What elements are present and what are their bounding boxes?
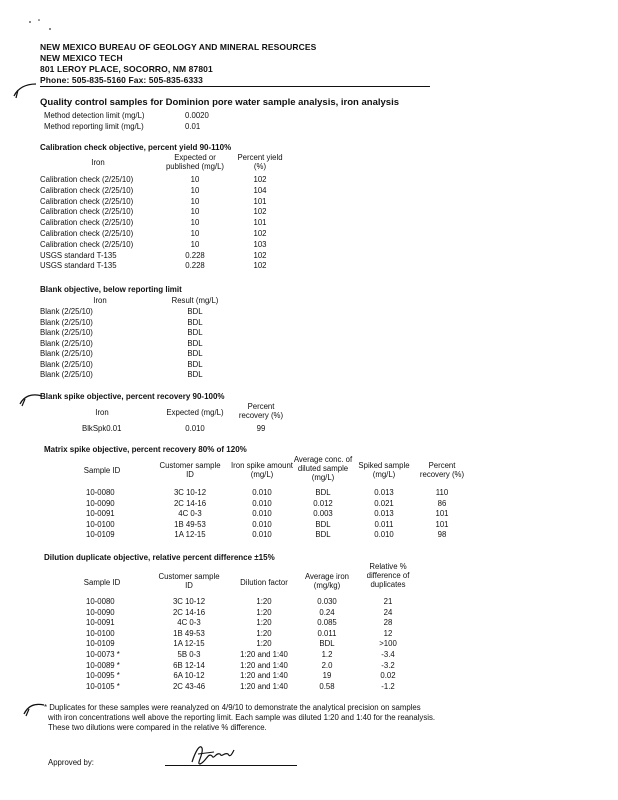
table-cell: Calibration check (2/25/10) xyxy=(40,239,134,249)
table-cell: BlkSpk0.01 xyxy=(82,424,122,433)
table-cell: 10-0095 * xyxy=(86,671,120,681)
table-cell: 10-0109 xyxy=(86,530,115,540)
table-cell: 0.011 xyxy=(317,628,337,638)
table-cell: 0.24 xyxy=(319,607,335,617)
table-cell: 0.228 xyxy=(185,261,205,271)
table-cell: Calibration check (2/25/10) xyxy=(40,207,134,217)
dilution-col-sample: Sample ID xyxy=(83,578,121,587)
table-cell: 1:20 and 1:40 xyxy=(240,650,288,659)
table-cell: 2C 14-16 xyxy=(173,498,207,508)
table-cell: 101 xyxy=(435,509,449,519)
table-cell: 0.013 xyxy=(374,509,394,519)
table-cell: Blank (2/25/10) xyxy=(40,307,93,316)
table-cell: 1:20 and 1:40 xyxy=(240,681,288,691)
table-cell: Blank (2/25/10) xyxy=(40,328,93,337)
matrix-col-spiked: Spiked sample (mg/L) xyxy=(358,461,410,479)
footnote-line: These two dilutions were compared in the relative % difference. xyxy=(48,723,267,732)
table-cell: BDL xyxy=(187,349,203,358)
header-line-3: 801 LEROY PLACE, SOCORRO, NM 87801 xyxy=(40,64,213,74)
matrix-col-spike: Iron spike amount (mg/L) xyxy=(231,461,293,479)
table-cell: 0.003 xyxy=(313,509,333,519)
table-cell: Blank (2/25/10) xyxy=(40,359,93,369)
table-cell: 1B 49-53 xyxy=(174,519,206,529)
table-cell: 0.012 xyxy=(313,498,333,508)
table-cell: Calibration check (2/25/10) xyxy=(40,229,134,238)
table-cell: USGS standard T-135 xyxy=(40,250,117,260)
table-cell: 0.013 xyxy=(374,488,394,497)
table-cell: 102 xyxy=(253,261,267,271)
matrix-col-recovery: Percent recovery (%) xyxy=(419,461,465,479)
dilution-col-avg: Average iron (mg/kg) xyxy=(304,572,350,590)
table-cell: 10-0090 xyxy=(86,607,115,617)
signature-mark xyxy=(188,742,238,770)
table-cell: 28 xyxy=(383,618,393,628)
table-cell: 10 xyxy=(190,196,200,206)
table-cell: 102 xyxy=(253,229,267,238)
header-line-2: NEW MEXICO TECH xyxy=(40,53,123,63)
table-cell: 0.011 xyxy=(374,519,394,529)
table-cell: 6B 12-14 xyxy=(173,660,205,670)
table-cell: 10-0105 * xyxy=(86,681,120,691)
table-cell: -1.2 xyxy=(381,681,395,691)
table-cell: 0.010 xyxy=(374,530,394,540)
table-cell: 0.58 xyxy=(319,681,335,691)
matrix-col-customer: Customer sample ID xyxy=(159,461,221,479)
dilution-heading: Dilution duplicate objective, relative percent difference ±15% xyxy=(44,553,275,562)
matrix-spike-heading: Matrix spike objective, percent recovery 80% of 120% xyxy=(44,445,247,454)
table-cell: BDL xyxy=(315,519,331,529)
limit-label: Method reporting limit (mg/L) xyxy=(44,122,144,131)
table-cell: 0.228 xyxy=(185,250,205,260)
table-cell: Calibration check (2/25/10) xyxy=(40,218,134,228)
table-cell: 10-0089 * xyxy=(86,660,120,670)
table-cell: 0.030 xyxy=(317,597,337,606)
table-cell: 101 xyxy=(253,196,267,206)
table-cell: Calibration check (2/25/10) xyxy=(40,185,134,195)
calibration-col-iron: Iron xyxy=(91,158,105,167)
table-cell: -3.4 xyxy=(381,650,395,659)
limit-value: 0.0020 xyxy=(185,111,209,120)
table-cell: BDL xyxy=(187,317,203,327)
table-cell: 1:20 and 1:40 xyxy=(240,671,288,681)
table-cell: 3C 10-12 xyxy=(173,488,207,497)
table-cell: 101 xyxy=(435,519,449,529)
limit-value: 0.01 xyxy=(185,122,201,131)
table-cell: BDL xyxy=(315,530,331,540)
header-line-1: NEW MEXICO BUREAU OF GEOLOGY AND MINERAL RESOURCES xyxy=(40,42,317,52)
table-cell: 0.010 xyxy=(185,424,205,433)
table-cell: 86 xyxy=(437,498,447,508)
table-cell: 101 xyxy=(253,218,267,228)
table-cell: 2.0 xyxy=(321,660,333,670)
table-cell: 1B 49-53 xyxy=(173,628,205,638)
table-cell: 1:20 xyxy=(256,618,272,628)
table-cell: 10-0091 xyxy=(86,618,115,628)
table-cell: 110 xyxy=(435,488,449,497)
calibration-col-expected: Expected or published (mg/L) xyxy=(165,153,225,171)
table-cell: 0.021 xyxy=(374,498,394,508)
margin-check-mark xyxy=(22,700,46,720)
table-cell: 4C 0-3 xyxy=(177,618,201,628)
blank-col-result: Result (mg/L) xyxy=(171,296,219,305)
dilution-col-factor: Dilution factor xyxy=(240,578,288,587)
dilution-col-rpd: Relative % difference of duplicates xyxy=(366,562,410,589)
approved-by-label: Approved by: xyxy=(48,758,94,767)
table-cell: 10 xyxy=(190,218,200,228)
blank-spike-col-recovery: Percent recovery (%) xyxy=(238,402,284,420)
table-cell: 102 xyxy=(253,250,267,260)
table-cell: 1.2 xyxy=(321,650,333,659)
table-cell: 0.010 xyxy=(252,530,272,540)
table-cell: 10-0091 xyxy=(86,509,115,519)
table-cell: 1:20 xyxy=(256,607,272,617)
table-cell: BDL xyxy=(187,328,203,337)
table-cell: 0.010 xyxy=(252,488,272,497)
table-cell: Blank (2/25/10) xyxy=(40,349,93,358)
table-cell: 10-0100 xyxy=(86,519,115,529)
table-cell: BDL xyxy=(187,359,203,369)
table-cell: Blank (2/25/10) xyxy=(40,370,93,379)
table-cell: 10-0100 xyxy=(86,628,115,638)
table-cell: 10-0080 xyxy=(86,597,115,606)
table-cell: 1A 12-15 xyxy=(173,639,205,649)
page-title: Quality control samples for Dominion pore water sample analysis, iron analysis xyxy=(40,97,399,108)
table-cell: 10-0090 xyxy=(86,498,115,508)
blank-spike-col-iron: Iron xyxy=(95,408,109,417)
table-cell: 12 xyxy=(383,628,393,638)
table-cell: >100 xyxy=(379,639,397,649)
margin-check-mark xyxy=(12,80,38,102)
table-cell: 10-0073 * xyxy=(86,650,120,659)
blank-col-iron: Iron xyxy=(93,296,107,305)
table-cell: Calibration check (2/25/10) xyxy=(40,196,134,206)
blank-spike-heading: Blank spike objective, percent recovery 90-100% xyxy=(40,392,225,401)
table-cell: 4C 0-3 xyxy=(178,509,202,519)
table-cell: USGS standard T-135 xyxy=(40,261,117,271)
table-cell: 10 xyxy=(190,239,200,249)
table-cell: BDL xyxy=(319,639,335,649)
table-cell: 1:20 and 1:40 xyxy=(240,660,288,670)
table-cell: Calibration check (2/25/10) xyxy=(40,175,134,184)
table-cell: 0.010 xyxy=(252,509,272,519)
table-cell: 3C 10-12 xyxy=(172,597,206,606)
table-cell: 10 xyxy=(190,229,200,238)
scan-speck-mark xyxy=(26,14,56,34)
table-cell: 5B 0-3 xyxy=(177,650,201,659)
table-cell: 98 xyxy=(437,530,447,540)
table-cell: 103 xyxy=(253,239,267,249)
table-cell: 104 xyxy=(253,185,267,195)
table-cell: 10 xyxy=(190,185,200,195)
table-cell: 102 xyxy=(253,175,267,184)
table-cell: 19 xyxy=(322,671,332,681)
table-cell: 2C 14-16 xyxy=(172,607,206,617)
header-rule xyxy=(40,86,430,87)
table-cell: BDL xyxy=(187,338,203,348)
header-line-4: Phone: 505-835-5160 Fax: 505-835-6333 xyxy=(40,75,203,85)
table-cell: 0.085 xyxy=(317,618,337,628)
table-cell: 10 xyxy=(190,207,200,217)
table-cell: 21 xyxy=(383,597,393,606)
table-cell: 24 xyxy=(383,607,393,617)
table-cell: BDL xyxy=(187,370,203,379)
table-cell: 102 xyxy=(253,207,267,217)
table-cell: 2C 43-46 xyxy=(172,681,206,691)
table-cell: 1:20 xyxy=(256,597,272,606)
table-cell: 0.02 xyxy=(380,671,396,681)
calibration-col-yield: Percent yield (%) xyxy=(237,153,283,171)
table-cell: Blank (2/25/10) xyxy=(40,338,93,348)
table-cell: 1:20 xyxy=(256,639,272,649)
footnote-line: * Duplicates for these samples were reanalyzed on 4/9/10 to demonstrate the analytical precision on samples xyxy=(44,703,421,712)
table-cell: 1:20 xyxy=(256,628,272,638)
table-cell: BDL xyxy=(187,307,203,316)
table-cell: -3.2 xyxy=(381,660,395,670)
matrix-col-avg: Average conc. of diluted sample (mg/L) xyxy=(293,455,353,482)
table-cell: 10-0080 xyxy=(86,488,115,497)
blank-spike-col-expected: Expected (mg/L) xyxy=(166,408,224,417)
table-cell: 6A 10-12 xyxy=(173,671,205,681)
table-cell: 0.010 xyxy=(252,519,272,529)
calibration-heading: Calibration check objective, percent yield 90-110% xyxy=(40,143,232,152)
table-cell: 10-0109 xyxy=(86,639,115,649)
table-cell: 10 xyxy=(190,175,200,184)
table-cell: BDL xyxy=(315,488,331,497)
table-cell: 1A 12-15 xyxy=(174,530,206,540)
dilution-col-customer: Customer sample ID xyxy=(158,572,220,590)
table-cell: 99 xyxy=(256,424,266,433)
matrix-col-sample: Sample ID xyxy=(83,466,121,475)
blank-heading: Blank objective, below reporting limit xyxy=(40,285,182,294)
table-cell: 0.010 xyxy=(252,498,272,508)
footnote-line: with iron concentrations well above the reporting limit. Each sample was diluted 1:20 and 1:40 for the reanalysis. xyxy=(48,713,436,722)
limit-label: Method detection limit (mg/L) xyxy=(44,111,145,120)
table-cell: Blank (2/25/10) xyxy=(40,317,93,327)
